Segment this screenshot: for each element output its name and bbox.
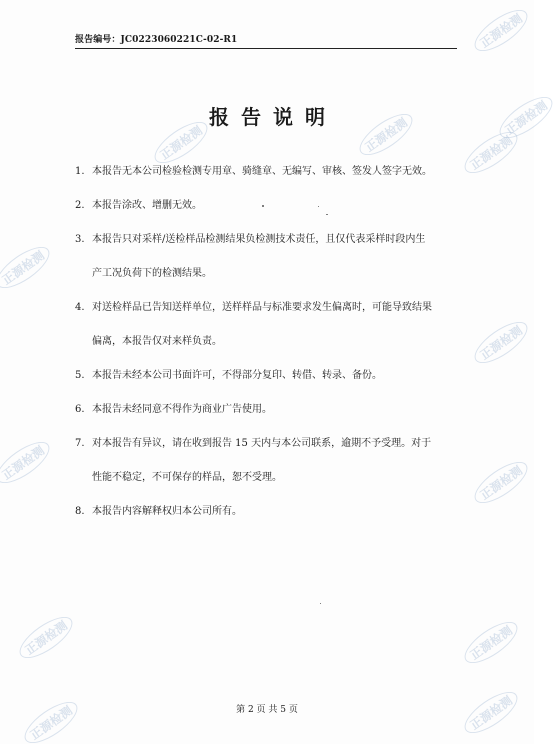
item-number: 4.: [75, 302, 85, 313]
watermark-stamp: 正源检测: [148, 114, 213, 170]
watermark-stamp: 正源检测: [468, 2, 533, 58]
watermark-stamp: 正源检测: [458, 684, 523, 740]
watermark-stamp: 正源检测: [13, 609, 78, 665]
item-number: 6.: [75, 404, 85, 415]
scan-speck: [318, 206, 319, 207]
list-item: [75, 401, 465, 418]
item-text: 本报告涂改、增删无效。: [92, 200, 202, 211]
item-text-continued: 性能不稳定，不可保存的样品，恕不受理。: [92, 472, 282, 483]
scan-speck: [262, 205, 264, 207]
watermark-stamp: 正源检测: [468, 314, 533, 370]
item-text: 对送检样品已告知送样单位，送样样品与标准要求发生偏离时，可能导致结果: [92, 302, 432, 313]
item-number: 1.: [75, 166, 85, 177]
watermark-stamp: 正源检测: [18, 694, 83, 750]
watermark-stamp: 正源检测: [353, 106, 418, 162]
list-item: [75, 435, 465, 486]
watermark-stamp: 正源检测: [458, 614, 523, 670]
watermark-stamp: 正源检测: [468, 454, 533, 510]
scan-speck: [326, 214, 328, 215]
item-text: 本报告无本公司检验检测专用章、骑缝章、无编写、审核、签发人签字无效。: [92, 166, 432, 177]
list-item: [75, 197, 465, 214]
item-number: 7.: [75, 438, 85, 449]
item-number: 2.: [75, 200, 85, 211]
item-number: 5.: [75, 370, 85, 381]
list-item: [75, 163, 465, 180]
page-number: 第 2 页 共 5 页: [236, 705, 298, 715]
item-text-continued: 偏离，本报告仅对来样负责。: [92, 336, 222, 347]
watermark-stamp: 正源检测: [493, 89, 558, 145]
list-item: [75, 503, 465, 520]
item-text-continued: 产工况负荷下的检测结果。: [92, 268, 212, 279]
watermark-stamp: 正源检测: [0, 434, 56, 490]
item-number: 8.: [75, 506, 85, 517]
item-number: 3.: [75, 234, 85, 245]
watermark-stamp: 正源检测: [0, 239, 56, 295]
report-number: 报告编号：JC0223060221C-02-R1: [75, 35, 238, 45]
list-item: [75, 367, 465, 384]
item-text: 本报告只对采样/送检样品检测结果负检测技术责任，且仅代表采样时段内生: [92, 234, 426, 245]
item-text: 对本报告有异议，请在收到报告 15 天内与本公司联系，逾期不予受理。对于: [92, 438, 432, 449]
list-item: [75, 299, 465, 350]
list-item: [75, 231, 465, 282]
scan-speck: [320, 603, 321, 604]
page-title: 报告说明: [209, 105, 337, 129]
watermark-stamp: 正源检测: [458, 124, 523, 180]
item-text: 本报告未经本公司书面许可，不得部分复印、转借、转录、备份。: [92, 370, 382, 381]
statement-list: [75, 163, 465, 520]
item-text: 本报告未经同意不得作为商业广告使用。: [92, 404, 272, 415]
item-text: 本报告内容解释权归本公司所有。: [92, 506, 242, 517]
report-header: [75, 27, 457, 49]
